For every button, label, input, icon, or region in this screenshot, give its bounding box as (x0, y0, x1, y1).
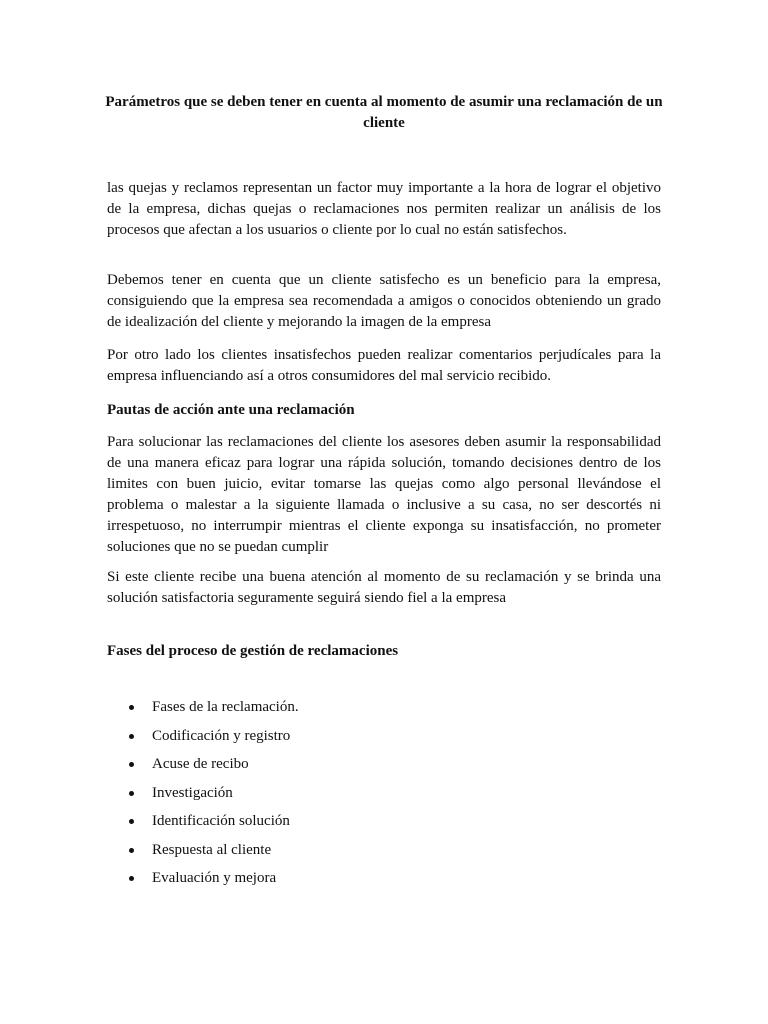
bullet-icon (129, 705, 134, 710)
list-item-label: Codificación y registro (152, 727, 291, 744)
list-item-label: Identificación solución (152, 813, 290, 829)
section-heading-pautas: Pautas de acción ante una reclamación (107, 402, 355, 418)
list-item-label: Investigación (152, 784, 233, 801)
section-heading-fases: Fases del proceso de gestión de reclamaciones (107, 643, 399, 659)
paragraph-1: las quejas y reclamos representan un factor muy importante a la hora de lograr el objetivo de la empresa, dichas quejas o reclamaciones nos permiten realizar un análisis de los procesos que afectan a los usuarios o cliente por lo cual no están satisfechos. (107, 180, 661, 238)
list-item-label: Acuse de recibo (152, 756, 249, 772)
bullet-icon (129, 734, 134, 739)
bullet-icon (129, 819, 134, 824)
bullet-icon (129, 762, 134, 767)
paragraph-3: Por otro lado los clientes insatisfechos pueden realizar comentarios perjudícales para la empresa influenciando así a otros consumidores del mal servicio recibido. (107, 347, 661, 384)
list-item-label: Fases de la reclamación. (152, 699, 299, 715)
list-item-label: Respuesta al cliente (152, 841, 272, 858)
paragraph-pautas-2: Si este cliente recibe una buena atención al momento de su reclamación y se brinda una solución satisfactoria seguramente seguirá siendo fiel a la empresa (107, 569, 661, 606)
paragraph-pautas-1: Para solucionar las reclamaciones del cliente los asesores deben asumir la responsabilidad de una manera eficaz para lograr una rápida solución, tomando decisiones dentro de los limites con buen juicio, evitar tomarse las quejas como algo personal llevándose el problema o malestar a la siguiente llamada o inclusive a su casa, no ser descortés ni irrespetuoso, no interrumpir mientras el cliente exponga su insatisfacción, no prometer soluciones que no se puedan cumplir (107, 434, 661, 555)
paragraph-2: Debemos tener en cuenta que un cliente satisfecho es un beneficio para la empresa, consiguiendo que la empresa sea recomendada a amigos o conocidos obteniendo un grado de idealización del cliente y mejorando la imagen de la empresa (107, 272, 661, 330)
list-item-label: Evaluación y mejora (152, 870, 277, 886)
bullet-icon (129, 848, 134, 853)
document-title: Parámetros que se deben tener en cuenta al momento de asumir una reclamación de un cliente (105, 94, 663, 131)
bullet-icon (129, 791, 134, 796)
bullet-icon (129, 876, 134, 881)
